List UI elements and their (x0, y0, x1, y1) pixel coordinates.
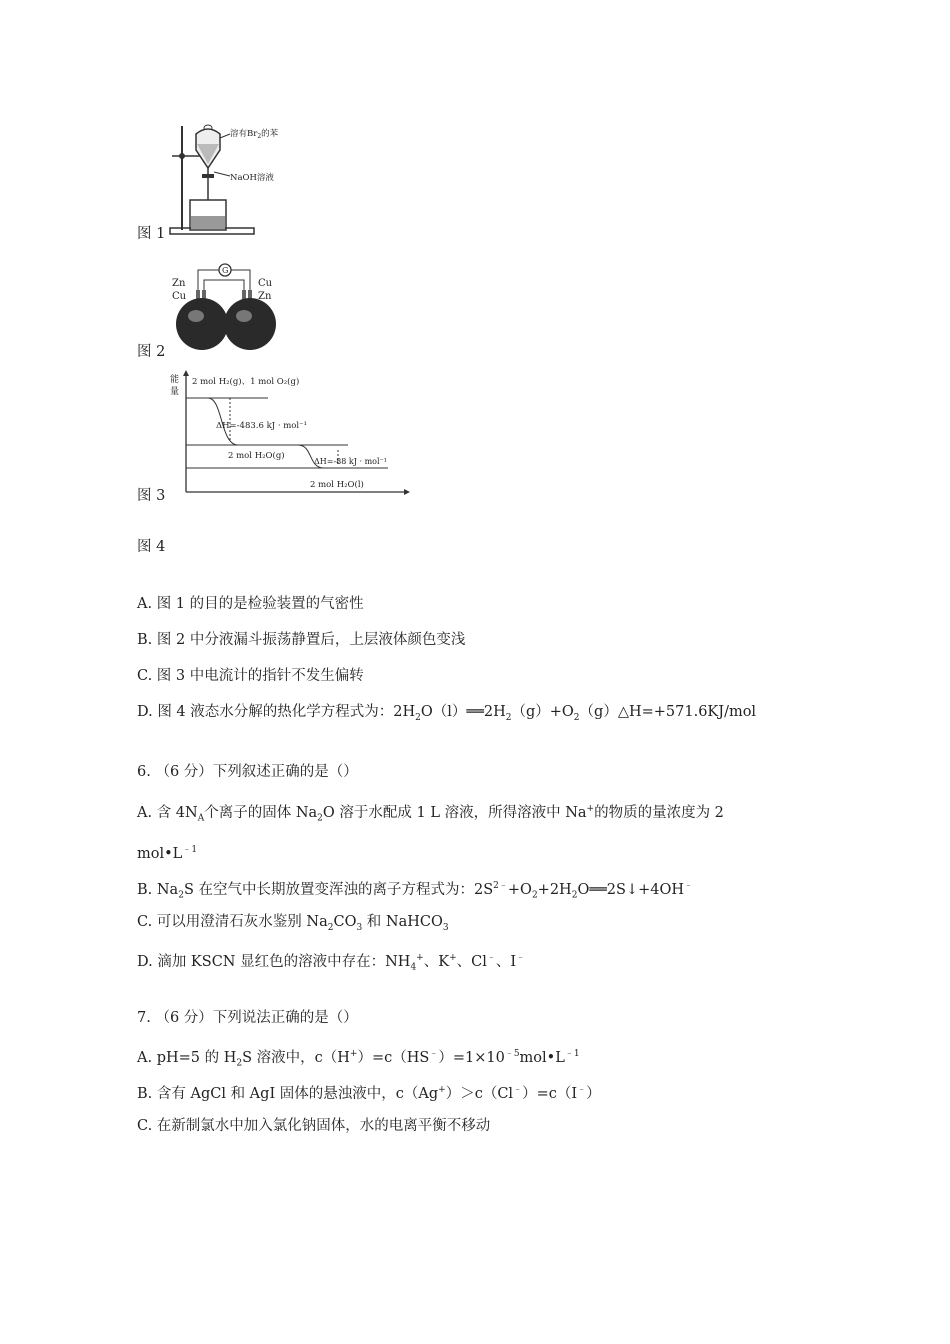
svg-text:G: G (222, 266, 229, 275)
q7-stem: 7. （6 分）下列说法正确的是（） (137, 1010, 358, 1026)
svg-text:Cu: Cu (172, 291, 187, 302)
figure-1-funnel-apparatus (168, 120, 288, 238)
svg-text:NaOH溶液: NaOH溶液 (230, 173, 274, 183)
svg-text:2 mol H₂O(g): 2 mol H₂O(g) (228, 451, 285, 461)
svg-text:ΔH=-88 kJ · mol⁻¹: ΔH=-88 kJ · mol⁻¹ (314, 457, 387, 466)
q6-option-d: D. 滴加 KSCN 显红色的溶液中存在：$NH_4^+$、K+、Cl﹣、I﹣ (137, 953, 526, 973)
figure-3-label: 图 3 (137, 488, 166, 504)
svg-text:ΔH=-483.6 kJ · mol⁻¹: ΔH=-483.6 kJ · mol⁻¹ (216, 421, 308, 431)
q5-option-b: B. 图 2 中分液漏斗振荡静置后，上层液体颜色变浅 (137, 632, 466, 648)
q7-option-b: B. 含有 AgCl 和 AgI 固体的悬浊液中，c（Ag+）＞c（Cl﹣）=c（I﹣） (137, 1085, 601, 1102)
q7-option-c: C. 在新制氯水中加入氯化钠固体，水的电离平衡不移动 (137, 1118, 491, 1134)
q5-option-d: D. 图 4 液态水分解的热化学方程式为：$2H_2O(l)══2H_2(g)+O_2(g)\triangle H=+571.6KJ$/mol (137, 704, 757, 723)
q5-option-a: A. 图 1 的目的是检验装置的气密性 (137, 596, 364, 612)
q6-stem: 6. （6 分）下列叙述正确的是（） (137, 764, 358, 780)
figure-1-label: 图 1 (137, 226, 166, 242)
q6-option-a: A. 含 $4N_A$个离子的固体 $Na_2O$ 溶于水配成 1 L 溶液，所得溶液中 Na+的物质的量浓度为 2 (137, 804, 724, 824)
svg-text:Zn: Zn (172, 278, 186, 289)
svg-text:溶有Br2的苯: 溶有$Br_2$的苯 (230, 129, 279, 140)
svg-text:Zn: Zn (258, 291, 272, 302)
figure-2-apple-battery (170, 262, 280, 358)
svg-text:Cu: Cu (258, 278, 273, 289)
q6-option-b: B. $Na_2S$ 在空气中长期放置变浑浊的离子方程式为：$2S^{2﹣}+O_2+2H_2O══2S↓+4OH^﹣$ (137, 881, 694, 901)
svg-text:能: 能 (170, 375, 180, 385)
svg-text:2 mol H₂O(l): 2 mol H₂O(l) (310, 480, 364, 490)
figure-4-label: 图 4 (137, 539, 166, 555)
q6-option-c: C. 可以用澄清石灰水鉴别 $Na_2CO_3$ 和 NaHCO$_3$ (137, 914, 449, 933)
svg-text:量: 量 (170, 387, 180, 397)
q7-option-a: A. pH=5 的 $H_2S$ 溶液中，$c(H^+)=c(HS^﹣)=1\times 10^{﹣5}mol•L^{﹣1}$ (137, 1049, 580, 1069)
figure-3-energy-diagram (168, 370, 418, 500)
q5-option-c: C. 图 3 中电流计的指针不发生偏转 (137, 668, 364, 684)
figure-2-label: 图 2 (137, 344, 166, 360)
q6-option-a-cont: $mol•L^{﹣1}$ (137, 845, 198, 862)
svg-text:2 mol H₂(g)、1 mol O₂(g): 2 mol H₂(g)、1 mol O₂(g) (192, 377, 300, 387)
